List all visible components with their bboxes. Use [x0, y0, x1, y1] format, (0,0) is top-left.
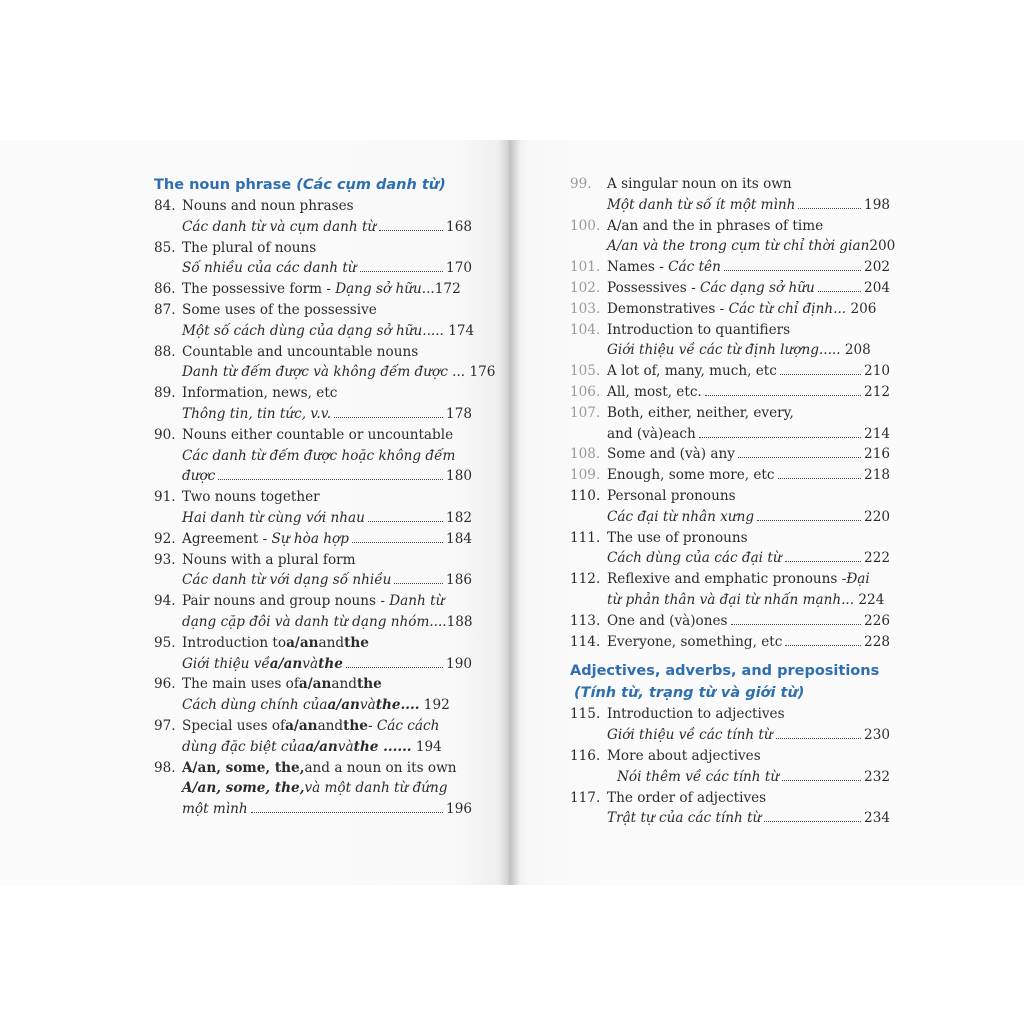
page-number: 184	[446, 530, 472, 547]
toc-entry-117[interactable]: 117. The order of adjectives Trật tự của các tính từ 234	[570, 788, 890, 830]
section-title-noun-phrase: The noun phrase (Các cụm danh từ)	[154, 177, 446, 193]
toc-entry-98[interactable]: 98. A/an, some, the, and a noun on its own A/an, some, the, và một danh từ đứng một mình 196	[154, 758, 472, 820]
toc-entry-99[interactable]: 99. A singular noun on its own Một danh từ số ít một mình 198	[570, 174, 890, 216]
toc-entry-109[interactable]: 109. Enough, some more, etc 218	[570, 465, 890, 486]
toc-entry-107[interactable]: 107. Both, either, neither, every, and (và)each 214	[570, 403, 890, 445]
page-number: 190	[446, 655, 472, 672]
toc-entry-97[interactable]: 97. Special uses of a/an and the - Các cách dùng đặc biệt của a/an và the ...... 194	[154, 716, 472, 758]
toc-entry-112[interactable]: 112. Reflexive and emphatic pronouns - Đại từ phản thân và đại từ nhấn mạnh... 224	[570, 569, 890, 611]
page-number: 230	[864, 727, 890, 744]
page-number: 198	[864, 196, 890, 213]
toc-entry-103[interactable]: 103. Demonstratives - Các từ chỉ định... 206	[570, 299, 890, 320]
page-number: 202	[864, 259, 890, 276]
toc-entry-108[interactable]: 108. Some and (và) any 216	[570, 444, 890, 465]
page-number: 214	[864, 425, 890, 442]
page-number: 218	[864, 467, 890, 484]
left-toc-column	[154, 174, 496, 820]
page-number: 170	[446, 260, 472, 277]
page-number: 232	[864, 768, 890, 785]
toc-entry-105[interactable]: 105. A lot of, many, much, etc 210	[570, 361, 890, 382]
toc-entry-114[interactable]: 114. Everyone, something, etc 228	[570, 632, 890, 653]
toc-entry-94[interactable]: 94. Pair nouns and group nouns - Danh từ dạng cặp đôi và danh từ dạng nhóm.... 188	[154, 591, 472, 633]
page-number: 210	[864, 363, 890, 380]
page-number: 192	[423, 697, 450, 714]
page-number: 212	[864, 383, 890, 400]
toc-entry-102[interactable]: 102. Possessives - Các dạng sở hữu 204	[570, 278, 890, 299]
toc-entry-91[interactable]: 91. Two nouns together Hai danh từ cùng với nhau 182	[154, 487, 472, 529]
toc-entry-110[interactable]: 110. Personal pronouns Các đại từ nhân xưng 220	[570, 486, 890, 528]
page-number: 176	[469, 364, 496, 381]
page-number: 194	[415, 738, 442, 755]
section-title-adjectives: Adjectives, adverbs, and prepositions (Tính từ, trạng từ và giới từ)	[570, 663, 880, 702]
page-number: 222	[864, 550, 890, 567]
page-number: 224	[858, 591, 885, 608]
toc-entry-111[interactable]: 111. The use of pronouns Cách dùng của các đại từ 222	[570, 528, 890, 570]
page-number: 216	[864, 446, 890, 463]
page-number: 178	[446, 405, 472, 422]
page-number: 174	[448, 322, 475, 339]
page-number: 220	[864, 508, 890, 525]
book-spread	[0, 140, 1024, 885]
page-number: 168	[446, 218, 472, 235]
page-number: 182	[446, 509, 472, 526]
toc-entry-104[interactable]: 104. Introduction to quantifiers Giới thiệu về các từ định lượng..... 208	[570, 320, 890, 362]
toc-entry-115[interactable]: 115. Introduction to adjectives Giới thiệu về các tính từ 230	[570, 704, 890, 746]
toc-entry-113[interactable]: 113. One and (và)ones 226	[570, 611, 890, 632]
toc-entry-90[interactable]: 90. Nouns either countable or uncountable Các danh từ đếm được hoặc không đếm được 180	[154, 425, 472, 487]
page-number: 172	[434, 281, 461, 298]
right-toc-column	[570, 174, 896, 829]
toc-entry-100[interactable]: 100. A/an and the in phrases of time A/an và the trong cụm từ chỉ thời gian 200	[570, 216, 890, 258]
toc-entry-95[interactable]: 95. Introduction to a/an and the Giới thiệu về a/an và the 190	[154, 633, 472, 675]
page-number: 180	[446, 468, 472, 485]
book-gutter	[498, 140, 520, 885]
page-number: 226	[864, 612, 890, 629]
page-number: 206	[850, 300, 877, 317]
toc-entry-116[interactable]: 116. More about adjectives Nói thêm về các tính từ 232	[570, 746, 890, 788]
page-number: 234	[864, 810, 890, 827]
toc-entry-101[interactable]: 101. Names - Các tên 202	[570, 257, 890, 278]
toc-entry-106[interactable]: 106. All, most, etc. 212	[570, 382, 890, 403]
page-number: 196	[446, 801, 472, 818]
toc-entry-86[interactable]: 86. The possessive form - Dạng sở hữu... 172	[154, 279, 472, 300]
page-number: 186	[446, 572, 472, 589]
page-number: 228	[864, 633, 890, 650]
toc-entry-96[interactable]: 96. The main uses of a/an and the Cách dùng chính của a/an và the.... 192	[154, 674, 472, 716]
page-number: 188	[446, 613, 473, 630]
toc-entry-85[interactable]: 85. The plural of nouns Số nhiều của các danh từ 170	[154, 238, 472, 280]
toc-entry-92[interactable]: 92. Agreement - Sự hòa hợp 184	[154, 529, 472, 550]
toc-entry-88[interactable]: 88. Countable and uncountable nouns Danh từ đếm được và không đếm được ... 176	[154, 342, 472, 384]
toc-entry-93[interactable]: 93. Nouns with a plural form Các danh từ với dạng số nhiều 186	[154, 550, 472, 592]
page-number: 208	[844, 342, 871, 359]
toc-entry-84[interactable]: 84. Nouns and noun phrases Các danh từ và cụm danh từ 168	[154, 196, 472, 238]
page-number: 204	[864, 279, 890, 296]
toc-entry-89[interactable]: 89. Information, news, etc Thông tin, tin tức, v.v. 178	[154, 383, 472, 425]
toc-entry-87[interactable]: 87. Some uses of the possessive Một số cách dùng của dạng sở hữu..... 174	[154, 300, 472, 342]
page-number: 200	[869, 238, 896, 255]
